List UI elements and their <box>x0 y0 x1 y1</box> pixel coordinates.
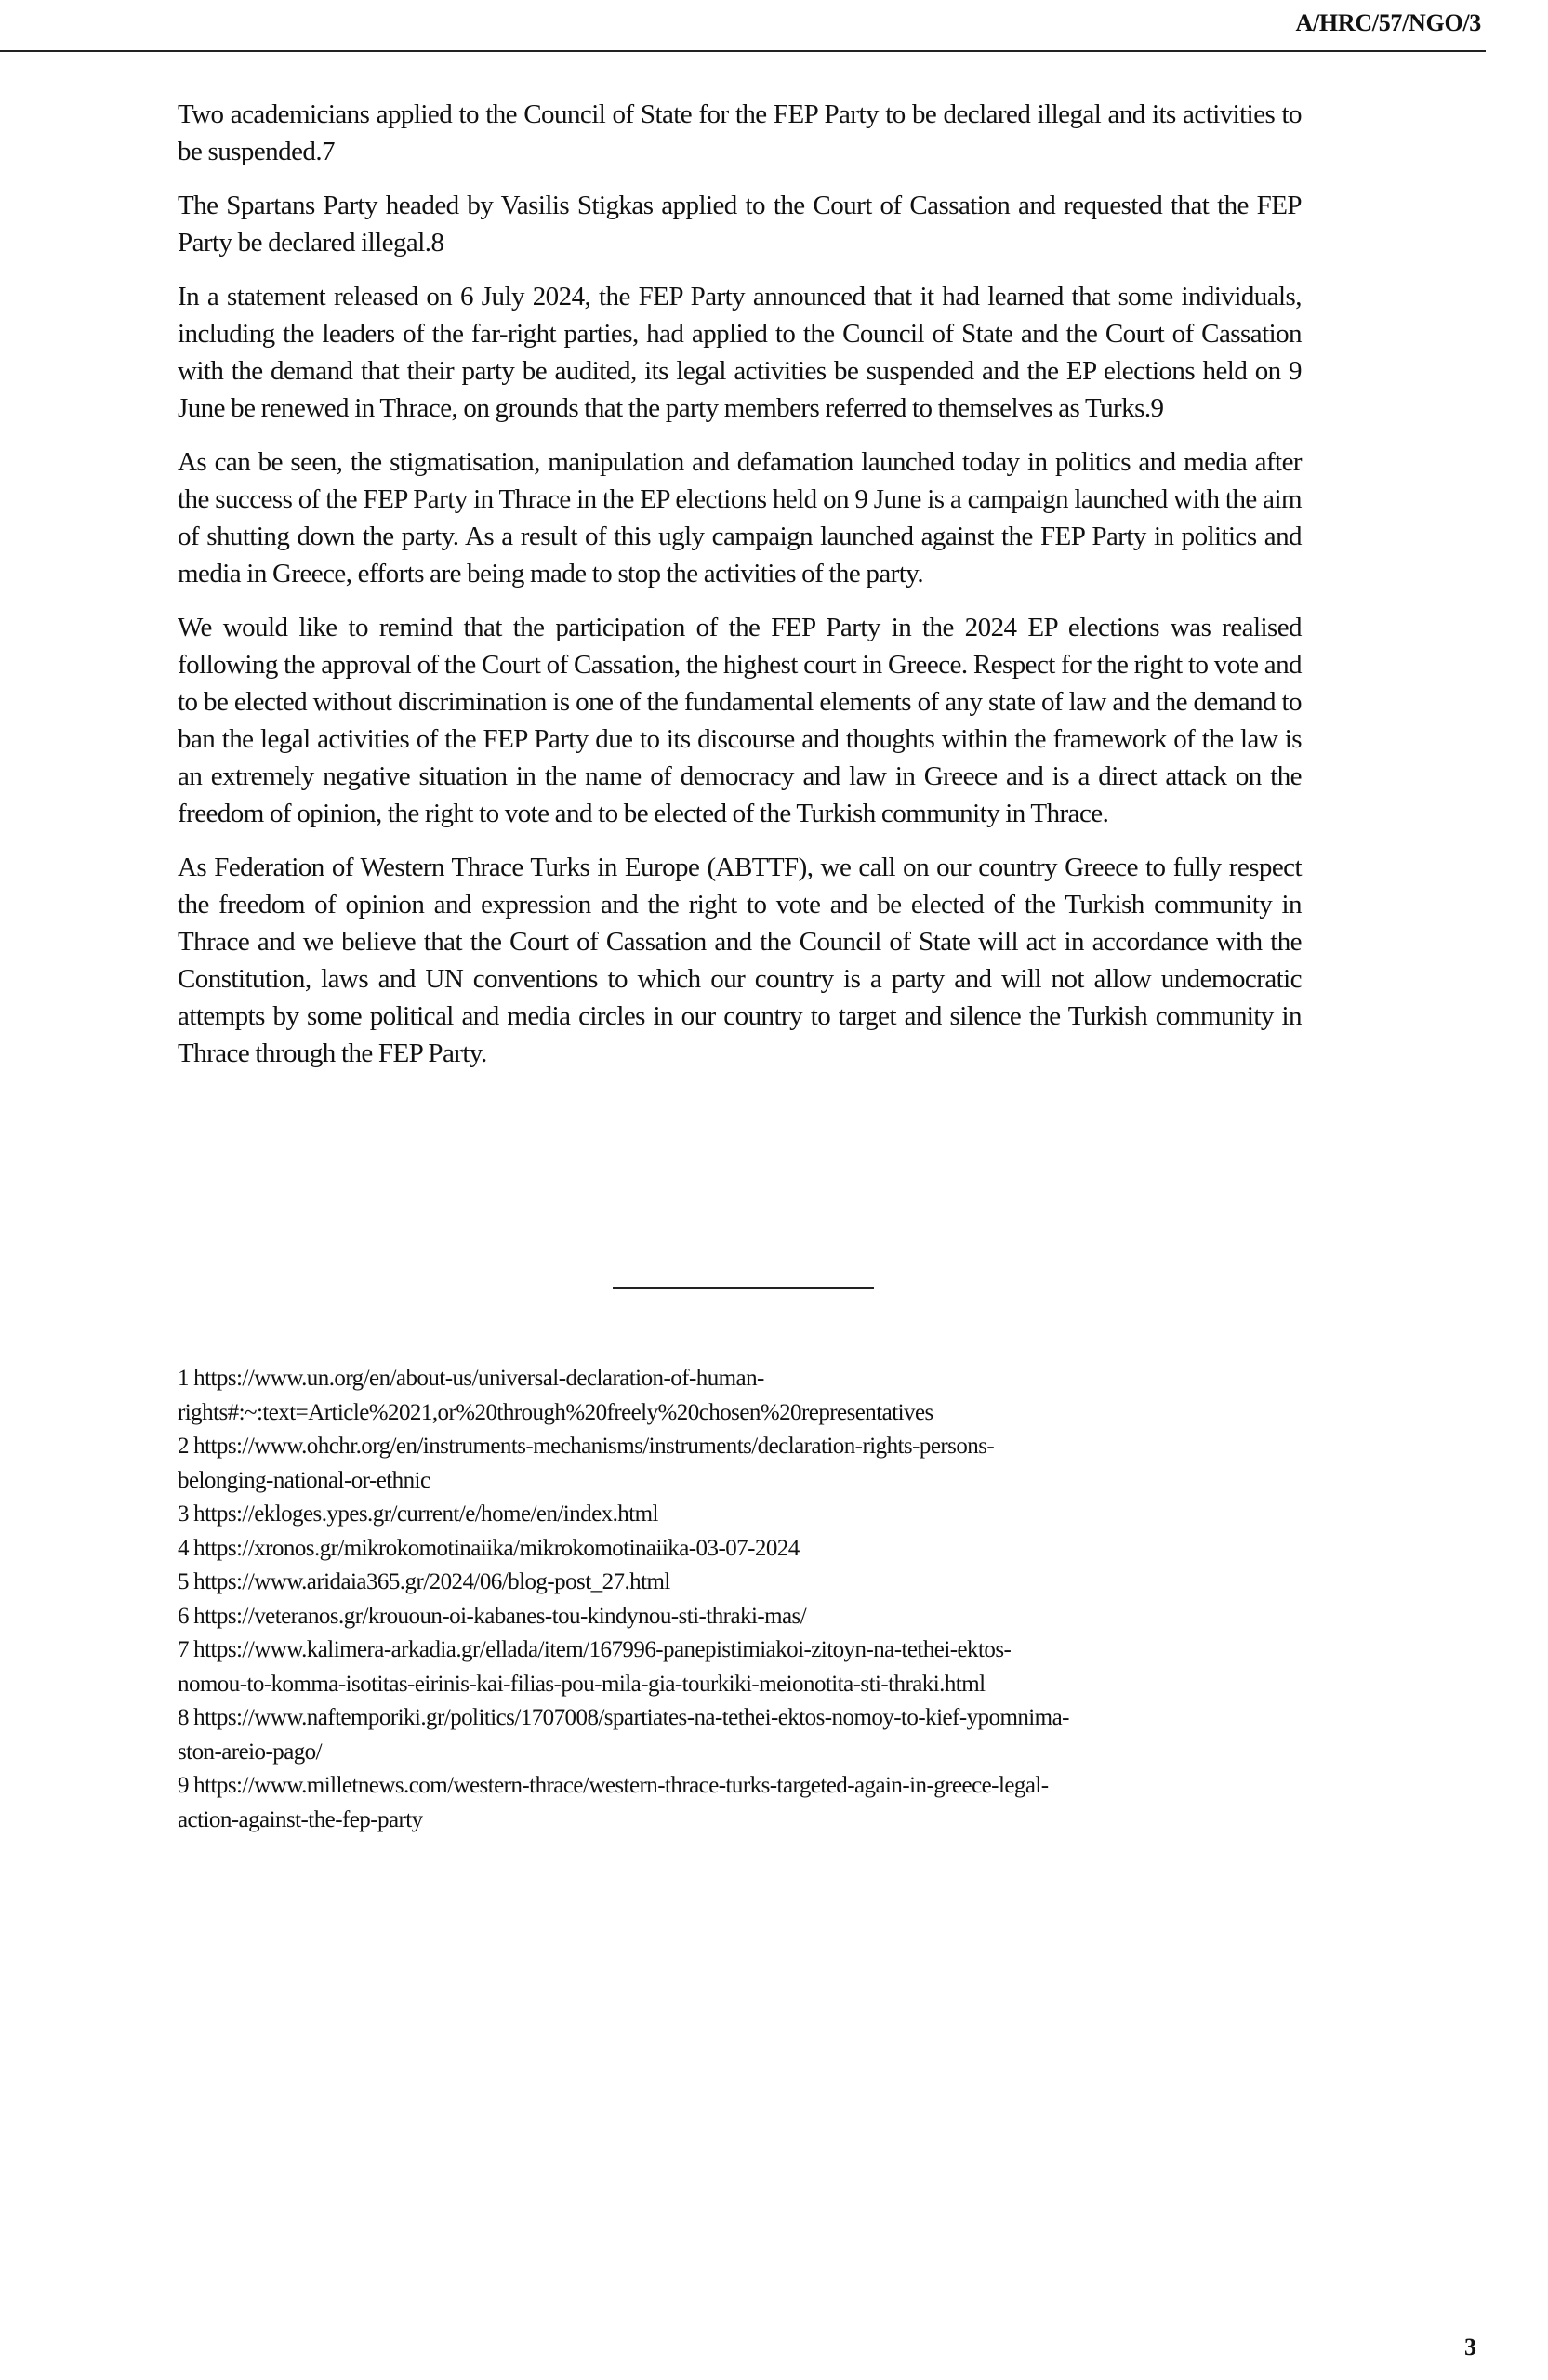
page-number: 3 <box>1464 2334 1476 2360</box>
footnote-url[interactable]: https://www.un.org/en/about-us/universal-declaration-of-human- <box>193 1366 764 1391</box>
footnote-number: 6 <box>178 1603 189 1629</box>
footnote-line <box>178 1701 1330 1736</box>
footnote-url[interactable]: https://www.kalimera-arkadia.gr/ellada/item/167996-panepistimiakoi-zitoyn-na-tethei-ektos- <box>193 1637 1012 1662</box>
header-rule <box>0 50 1486 52</box>
footnote-line <box>178 1498 1330 1532</box>
footnote-continuation <box>178 1464 1330 1499</box>
footnote-url[interactable]: https://xronos.gr/mikrokomotinaiika/mikrokomotinaiika-03-07-2024 <box>193 1535 800 1561</box>
footnote-url[interactable]: nomou-to-komma-isotitas-eirinis-kai-filias-pou-mila-gia-tourkiki-meionotita-sti-thraki.html <box>178 1671 986 1697</box>
footnote-number: 1 <box>178 1366 189 1391</box>
footnote-url[interactable]: https://www.milletnews.com/western-thrace/western-thrace-turks-targeted-again-in-greece-legal- <box>193 1773 1049 1798</box>
footnote-url[interactable]: rights#:~:text=Article%2021,or%20through%20freely%20chosen%20representatives <box>178 1399 933 1425</box>
footnote-url[interactable]: belonging-national-or-ethnic <box>178 1467 430 1493</box>
footnote-line <box>178 1532 1330 1567</box>
footnote-line <box>178 1769 1330 1804</box>
footnote-continuation <box>178 1736 1330 1770</box>
footnotes <box>178 1362 1330 1837</box>
footnote-line <box>178 1430 1330 1464</box>
footnote-line <box>178 1600 1330 1634</box>
footnote-url[interactable]: https://www.naftemporiki.gr/politics/1707008/spartiates-na-tethei-ektos-nomoy-to-kief-ypomnima- <box>193 1705 1069 1730</box>
footnote-number: 8 <box>178 1705 189 1730</box>
footnote-line <box>178 1566 1330 1600</box>
footnote-url[interactable]: https://www.aridaia365.gr/2024/06/blog-post_27.html <box>193 1569 670 1594</box>
footnote-number: 3 <box>178 1501 189 1527</box>
paragraph: As can be seen, the stigmatisation, manipulation and defamation launched today in politics and media after the success of the FEP Party in Thrace in the EP elections held on 9 June is a campaign launched with the aim of shutting down the party. As a result of this ugly campaign launched against the FEP Party in politics and media in Greece, efforts are being made to stop the activities of the party. <box>178 447 1302 588</box>
paragraph: As Federation of Western Thrace Turks in Europe (ABTTF), we call on our country Greece to fully respect the freedom of opinion and expression and the right to vote and be elected of the Turkish community in Thrace and we believe that the Court of Cassation and the Council of State will act in accordance with the Constitution, laws and UN conventions to which our country is a party and will not allow undemocratic attempts by some political and media circles in our country to target and silence the Turkish community in Thrace through the FEP Party. <box>178 853 1302 1068</box>
body-text <box>178 96 1302 1089</box>
paragraph: We would like to remind that the participation of the FEP Party in the 2024 EP elections was realised following the approval of the Court of Cassation, the highest court in Greece. Respect for the right to vote and to be elected without discrimination is one of the fundamental elements of any state of law and the demand to ban the legal activities of the FEP Party due to its discourse and thoughts within the framework of the law is an extremely negative situation in the name of democracy and law in Greece and is a direct attack on the freedom of opinion, the right to vote and to be elected of the Turkish community in Thrace. <box>178 613 1302 828</box>
footnote-url[interactable]: ston-areio-pago/ <box>178 1739 323 1765</box>
paragraph: The Spartans Party headed by Vasilis Stigkas applied to the Court of Cassation and requested that the FEP Party be declared illegal.8 <box>178 191 1302 258</box>
footnote-continuation <box>178 1804 1330 1838</box>
footnote-number: 7 <box>178 1637 189 1662</box>
footnote-line <box>178 1633 1330 1668</box>
footnote-number: 9 <box>178 1773 189 1798</box>
footnote-separator <box>613 1287 874 1289</box>
footnote-url[interactable]: https://veteranos.gr/krououn-oi-kabanes-tou-kindynou-sti-thraki-mas/ <box>193 1603 807 1629</box>
footnote-number: 4 <box>178 1535 189 1561</box>
paragraph: Two academicians applied to the Council of State for the FEP Party to be declared illegal and its activities to be suspended.7 <box>178 99 1302 166</box>
footnote-url[interactable]: https://www.ohchr.org/en/instruments-mechanisms/instruments/declaration-rights-persons- <box>193 1434 995 1459</box>
document-symbol: A/HRC/57/NGO/3 <box>1295 9 1481 36</box>
footnote-continuation <box>178 1668 1330 1702</box>
paragraph: In a statement released on 6 July 2024, the FEP Party announced that it had learned that some individuals, including the leaders of the far-right parties, had applied to the Council of State and the Court of Cassation with the demand that their party be audited, its legal activities be suspended and the EP elections held on 9 June be renewed in Thrace, on grounds that the party members referred to themselves as Turks.9 <box>178 282 1302 423</box>
footnote-url[interactable]: action-against-the-fep-party <box>178 1806 423 1832</box>
footnote-number: 2 <box>178 1434 189 1459</box>
footnote-line <box>178 1362 1330 1396</box>
footnote-number: 5 <box>178 1569 189 1594</box>
footnote-url[interactable]: https://ekloges.ypes.gr/current/e/home/en/index.html <box>193 1501 658 1527</box>
footnote-continuation <box>178 1396 1330 1431</box>
